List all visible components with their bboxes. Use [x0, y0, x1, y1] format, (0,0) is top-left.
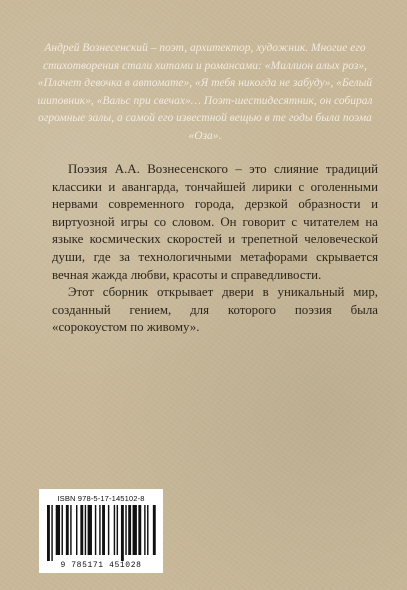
barcode-bar [85, 505, 86, 555]
description-paragraph-2: Этот сборник открывает двери в уникальный мир, созданный гением, для которого поэзия была «сорокоустом по живому». [52, 285, 378, 335]
description-paragraph-1: Поэзия А.А. Вознесенского – это слияние традиций классики и авангарда, тончайшей лирики с оголенными нервами современного города, дерзкой образности и виртуозной игры со словом. Он говорит с читателем на языке космических скоростей и трепетной человеческой души, где за технологичными метафорами скрывается вечная жажда любви, красоты и справедливости. [52, 162, 378, 282]
barcode-bar [62, 505, 63, 555]
barcode-bar [117, 505, 118, 555]
barcode-bar [153, 505, 156, 555]
barcode-bar [114, 505, 115, 555]
barcode-bar [99, 505, 100, 555]
barcode-bar [47, 505, 50, 561]
barcode-bar [76, 505, 77, 555]
barcode-bar [88, 505, 92, 555]
barcode-bar [133, 505, 137, 555]
barcode-bar [138, 505, 141, 555]
barcode-bar [51, 505, 52, 561]
barcode-bar [108, 505, 109, 555]
barcode-bar [128, 505, 131, 555]
description-block [52, 161, 378, 337]
barcode-bar [144, 505, 145, 555]
barcode-bar [56, 505, 60, 555]
barcode-bar [66, 505, 69, 555]
barcode-bar [70, 505, 71, 555]
isbn-barcode-block [39, 489, 163, 573]
author-annotation: Андрей Вознесенский – поэт, архитектор, художник. Многие его стихотворения стали хитами и романсами: «Миллион алых роз», «Плачет девочка в автомате», «Я тебя никогда не забуду», «Белый шиповник», «Вальс при свечах»… Поэт-шестидесятник, он собирал огромные залы, а самой его известной вещью в те годы была поэма «Оза». [37, 42, 373, 142]
isbn-label: ISBN 978-5-17-145102-8 [57, 494, 145, 503]
barcode-bar [95, 505, 96, 555]
barcode-digits: 9 785171 451028 [60, 561, 142, 570]
barcode-bar [147, 505, 148, 555]
barcode-bar [102, 505, 105, 555]
barcode-bar [125, 505, 126, 555]
barcode-bar [121, 505, 124, 561]
barcode-icon [45, 505, 157, 561]
barcode-bar [80, 505, 83, 555]
